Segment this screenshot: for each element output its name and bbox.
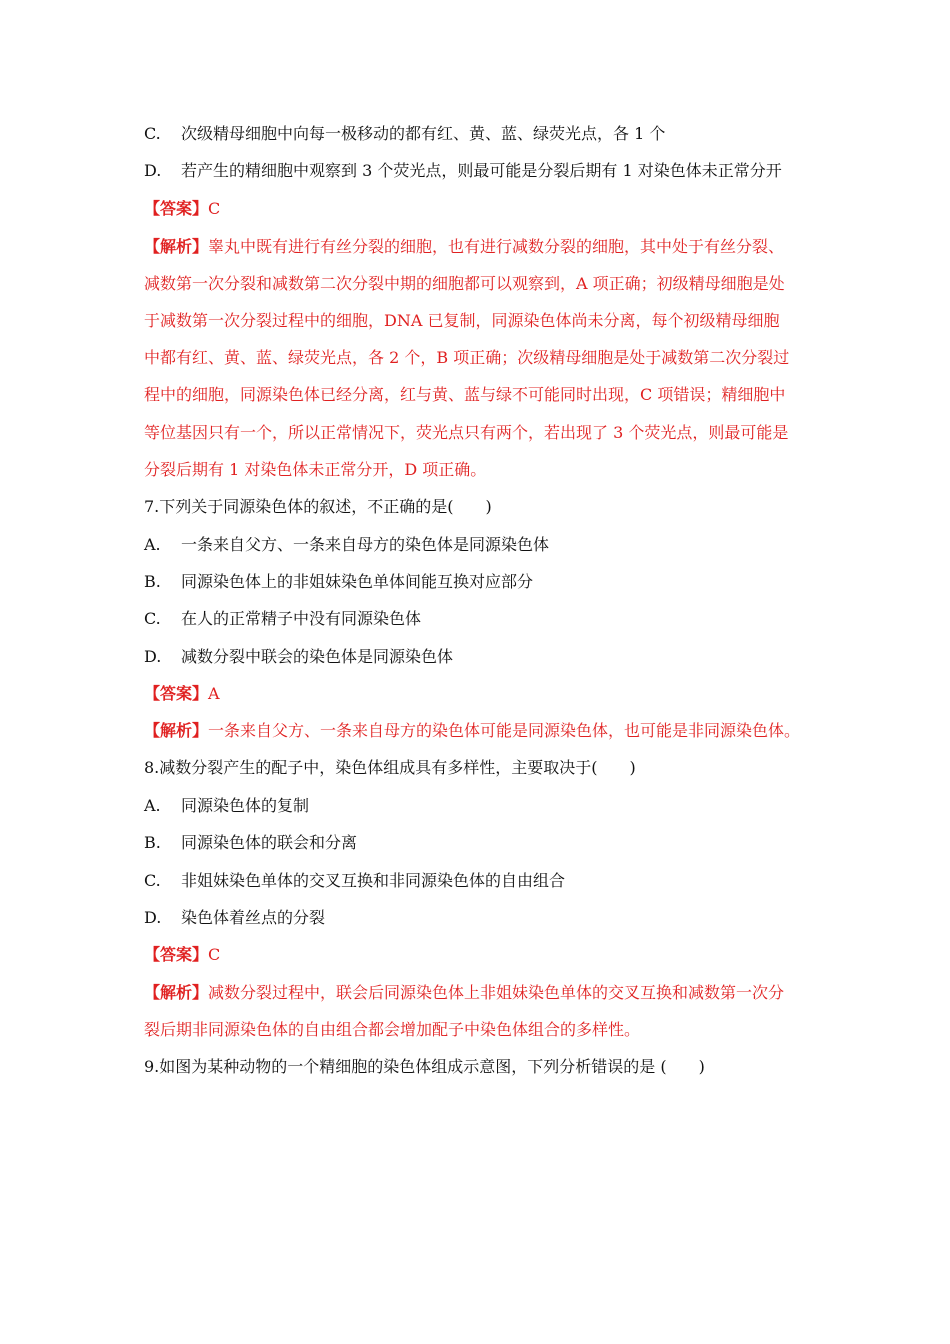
q8-option-d	[144, 907, 325, 929]
answer-value: C	[208, 199, 221, 218]
option-text: 非姐妹染色单体的交叉互换和非同源染色体的自由组合	[181, 871, 566, 890]
option-text: 同源染色体的联会和分离	[181, 833, 358, 852]
answer-tag: 【答案】	[144, 945, 209, 964]
option-key: A.	[144, 796, 161, 815]
answer-value: C	[208, 945, 221, 964]
q8-analysis-line-1	[144, 982, 784, 1004]
q6-analysis-line-6: 等位基因只有一个，所以正常情况下，荧光点只有两个，若出现了 3 个荧光点，则最可能是	[144, 423, 789, 442]
q8-analysis-line-2: 裂后期非同源染色体的自由组合都会增加配子中染色体组合的多样性。	[144, 1020, 641, 1039]
option-text: 在人的正常精子中没有同源染色体	[181, 609, 422, 628]
analysis-text: 减数分裂过程中，联会后同源染色体上非姐妹染色单体的交叉互换和减数第一次分	[208, 983, 785, 1002]
option-key: D.	[144, 908, 162, 927]
q6-analysis-line-5: 程中的细胞，同源染色体已经分离，红与黄、蓝与绿不可能同时出现，C 项错误；精细胞中	[144, 385, 786, 404]
q9-stem: 9.如图为某种动物的一个精细胞的染色体组成示意图，下列分析错误的是 ( )	[144, 1057, 705, 1076]
option-key: C.	[144, 609, 161, 628]
q8-option-a	[144, 795, 309, 817]
q6-option-d	[144, 160, 782, 182]
analysis-tag: 【解析】	[144, 237, 209, 256]
option-text: 染色体着丝点的分裂	[181, 908, 326, 927]
q6-option-c	[144, 123, 665, 145]
q8-answer	[144, 944, 220, 966]
q8-stem: 8.减数分裂产生的配子中，染色体组成具有多样性，主要取决于( )	[144, 758, 636, 777]
option-key: C.	[144, 124, 161, 143]
option-text: 减数分裂中联会的染色体是同源染色体	[181, 647, 454, 666]
q6-analysis-line-4: 中都有红、黄、蓝、绿荧光点，各 2 个，B 项正确；次级精母细胞是处于减数第二次分裂过	[144, 348, 790, 367]
option-key: A.	[144, 535, 161, 554]
q7-option-c	[144, 608, 421, 630]
q8-option-b	[144, 832, 357, 854]
option-text: 同源染色体的复制	[181, 796, 310, 815]
analysis-tag: 【解析】	[144, 721, 209, 740]
analysis-text: 一条来自父方、一条来自母方的染色体可能是同源染色体，也可能是非同源染色体。	[208, 721, 801, 740]
q7-option-b	[144, 571, 533, 593]
q6-answer	[144, 198, 220, 220]
analysis-tag: 【解析】	[144, 983, 209, 1002]
q7-option-d	[144, 646, 453, 668]
answer-value: A	[208, 684, 220, 703]
q7-stem: 7.下列关于同源染色体的叙述，不正确的是( )	[144, 497, 492, 516]
q6-analysis-line-1	[144, 236, 784, 258]
q8-option-c	[144, 870, 565, 892]
option-text: 一条来自父方、一条来自母方的染色体是同源染色体	[181, 535, 550, 554]
q6-analysis-line-7: 分裂后期有 1 对染色体未正常分开，D 项正确。	[144, 460, 487, 479]
q6-analysis-line-2: 减数第一次分裂和减数第二次分裂中期的细胞都可以观察到，A 项正确；初级精母细胞是处	[144, 274, 785, 293]
option-text: 若产生的精细胞中观察到 3 个荧光点，则最可能是分裂后期有 1 对染色体未正常分开	[181, 161, 782, 180]
q7-option-a	[144, 534, 549, 556]
option-text: 次级精母细胞中向每一极移动的都有红、黄、蓝、绿荧光点，各 1 个	[181, 124, 666, 143]
answer-tag: 【答案】	[144, 199, 209, 218]
option-key: D.	[144, 647, 162, 666]
q7-answer	[144, 683, 220, 705]
answer-tag: 【答案】	[144, 684, 209, 703]
option-text: 同源染色体上的非姐妹染色单体间能互换对应部分	[181, 572, 534, 591]
option-key: D.	[144, 161, 162, 180]
option-key: B.	[144, 833, 161, 852]
q7-analysis-line-1	[144, 720, 800, 742]
option-key: C.	[144, 871, 161, 890]
q6-analysis-line-3: 于减数第一次分裂过程中的细胞，DNA 已复制，同源染色体尚未分离，每个初级精母细胞	[144, 311, 780, 330]
analysis-text: 睾丸中既有进行有丝分裂的细胞，也有进行减数分裂的细胞，其中处于有丝分裂、	[208, 237, 785, 256]
option-key: B.	[144, 572, 161, 591]
